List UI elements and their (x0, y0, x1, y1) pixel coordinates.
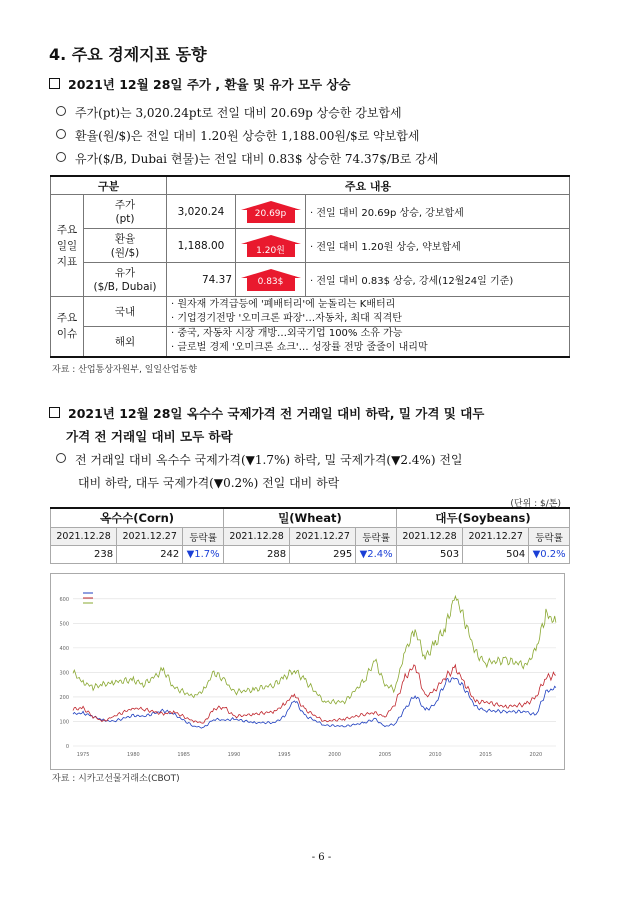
checkbox-square-icon (49, 407, 60, 418)
issue-items (167, 327, 570, 357)
issue-name: 해외 (84, 327, 167, 357)
issue-item: · 기업경기전망 '오미크론 파장'…자동차, 최대 직격탄 (171, 312, 402, 324)
circle-bullet-icon (56, 129, 66, 139)
bullet-item-cont: 대비 하락, 대두 국제가격(▼0.2%) 전일 대비 하락 (78, 476, 340, 490)
header-category: 구분 (51, 176, 167, 195)
up-arrow-icon: 0.83$ (241, 269, 301, 291)
price-cell: 295 (290, 546, 356, 564)
chart-source: 자료 : 시카고선물거래소(CBOT) (52, 774, 180, 784)
section2-heading-cont: 가격 전 거래일 대비 모두 하락 (66, 429, 233, 444)
issue-name: 국내 (84, 297, 167, 327)
corn-header: 옥수수(Corn) (51, 508, 224, 528)
price-cell: 238 (51, 546, 117, 564)
rate-label: 등락률 (356, 528, 397, 546)
section2-heading: 2021년 12월 28일 옥수수 국제가격 전 거래일 대비 하락, 밀 가격 및 대두 (49, 404, 484, 424)
section1-heading: 2021년 12월 28일 주가 , 환율 및 유가 모두 상승 (49, 75, 351, 95)
issue-items (167, 297, 570, 327)
wheat-header: 밀(Wheat) (223, 508, 396, 528)
row-value: 1,188.00 (167, 229, 236, 263)
x-tick-label: 1985 (177, 752, 191, 758)
soybean-header: 대두(Soybeans) (396, 508, 569, 528)
date-cell: 2021.12.27 (117, 528, 183, 546)
x-tick-label: 1980 (127, 752, 140, 758)
series-line (73, 678, 556, 729)
table-source: 자료 : 산업통상자원부, 일일산업동향 (52, 365, 197, 375)
bullet-item: 환율(원/$)은 전일 대비 1.20원 상승한 1,188.00원/$로 약보합세 (56, 127, 419, 144)
price-cell: 503 (396, 546, 462, 564)
rate-cell: ▼0.2% (529, 546, 570, 564)
x-tick-label: 2020 (529, 752, 543, 758)
issue-item: · 원자재 가격급등에 '폐배터리'에 눈돌리는 K배터리 (171, 298, 396, 310)
rate-label: 등락률 (183, 528, 224, 546)
x-tick-label: 2010 (428, 752, 442, 758)
y-tick-label: 600 (59, 596, 69, 603)
group-indicators: 주요 일일 지표 (51, 195, 84, 297)
x-tick-label: 1975 (76, 752, 90, 758)
row-change (236, 263, 306, 297)
row-name: 환율 (원/$) (84, 229, 167, 263)
circle-bullet-icon (56, 152, 66, 162)
row-change (236, 229, 306, 263)
date-cell: 2021.12.27 (290, 528, 356, 546)
x-tick-label: 2005 (378, 752, 392, 758)
x-tick-label: 1990 (227, 752, 241, 758)
row-value: 3,020.24 (167, 195, 236, 229)
row-desc: · 전일 대비 20.69p 상승, 강보합세 (306, 195, 570, 229)
bullet-item: 주가(pt)는 3,020.24pt로 전일 대비 20.69p 상승한 강보합세 (56, 104, 402, 121)
price-cell: 242 (117, 546, 183, 564)
x-tick-label: 2015 (479, 752, 492, 758)
date-cell: 2021.12.28 (223, 528, 289, 546)
y-tick-label: 200 (59, 694, 69, 701)
x-tick-label: 1995 (277, 752, 291, 758)
date-cell: 2021.12.28 (396, 528, 462, 546)
chart-svg (51, 574, 564, 769)
circle-bullet-icon (56, 106, 66, 116)
series-line (73, 665, 556, 723)
grain-price-chart (50, 573, 565, 770)
page-title: 4. 주요 경제지표 동향 (49, 45, 207, 64)
row-name: 주가 (pt) (84, 195, 167, 229)
header-content: 주요 내용 (167, 176, 570, 195)
price-cell: 288 (223, 546, 289, 564)
bullet-item: 전 거래일 대비 옥수수 국제가격(▼1.7%) 하락, 밀 국제가격(▼2.4%) 전일 (56, 451, 463, 468)
row-value: 74.37 (167, 263, 236, 297)
grain-price-table (50, 507, 570, 564)
series-line (73, 596, 556, 704)
indicator-table (50, 175, 570, 358)
date-cell: 2021.12.27 (463, 528, 529, 546)
date-cell: 2021.12.28 (51, 528, 117, 546)
issue-item: · 중국, 자동차 시장 개방…외국기업 100% 소유 가능 (171, 328, 403, 340)
checkbox-square-icon (49, 78, 60, 89)
y-tick-label: 400 (59, 645, 69, 652)
y-tick-label: 0 (65, 744, 69, 750)
x-tick-label: 2000 (328, 752, 341, 758)
row-name: 유가 ($/B, Dubai) (84, 263, 167, 297)
row-change (236, 195, 306, 229)
row-desc: · 전일 대비 0.83$ 상승, 강세(12월24일 기준) (306, 263, 570, 297)
price-cell: 504 (463, 546, 529, 564)
unit-label: (단위 : $/톤) (510, 499, 561, 509)
rate-cell: ▼2.4% (356, 546, 397, 564)
row-desc: · 전일 대비 1.20원 상승, 약보합세 (306, 229, 570, 263)
rate-cell: ▼1.7% (183, 546, 224, 564)
group-issues: 주요 이슈 (51, 297, 84, 357)
y-tick-label: 100 (59, 719, 69, 726)
bullet-item: 유가($/B, Dubai 현물)는 전일 대비 0.83$ 상승한 74.37$/B로 강세 (56, 150, 438, 167)
up-arrow-icon: 20.69p (241, 201, 301, 223)
rate-label: 등락률 (529, 528, 570, 546)
page-number: - 6 - (311, 852, 332, 863)
y-tick-label: 300 (59, 670, 69, 677)
y-tick-label: 500 (59, 621, 69, 628)
up-arrow-icon: 1.20원 (241, 235, 301, 257)
circle-bullet-icon (56, 453, 66, 463)
issue-item: · 글로벌 경제 '오미크론 쇼크'… 성장률 전망 줄줄이 내리막 (171, 342, 428, 354)
